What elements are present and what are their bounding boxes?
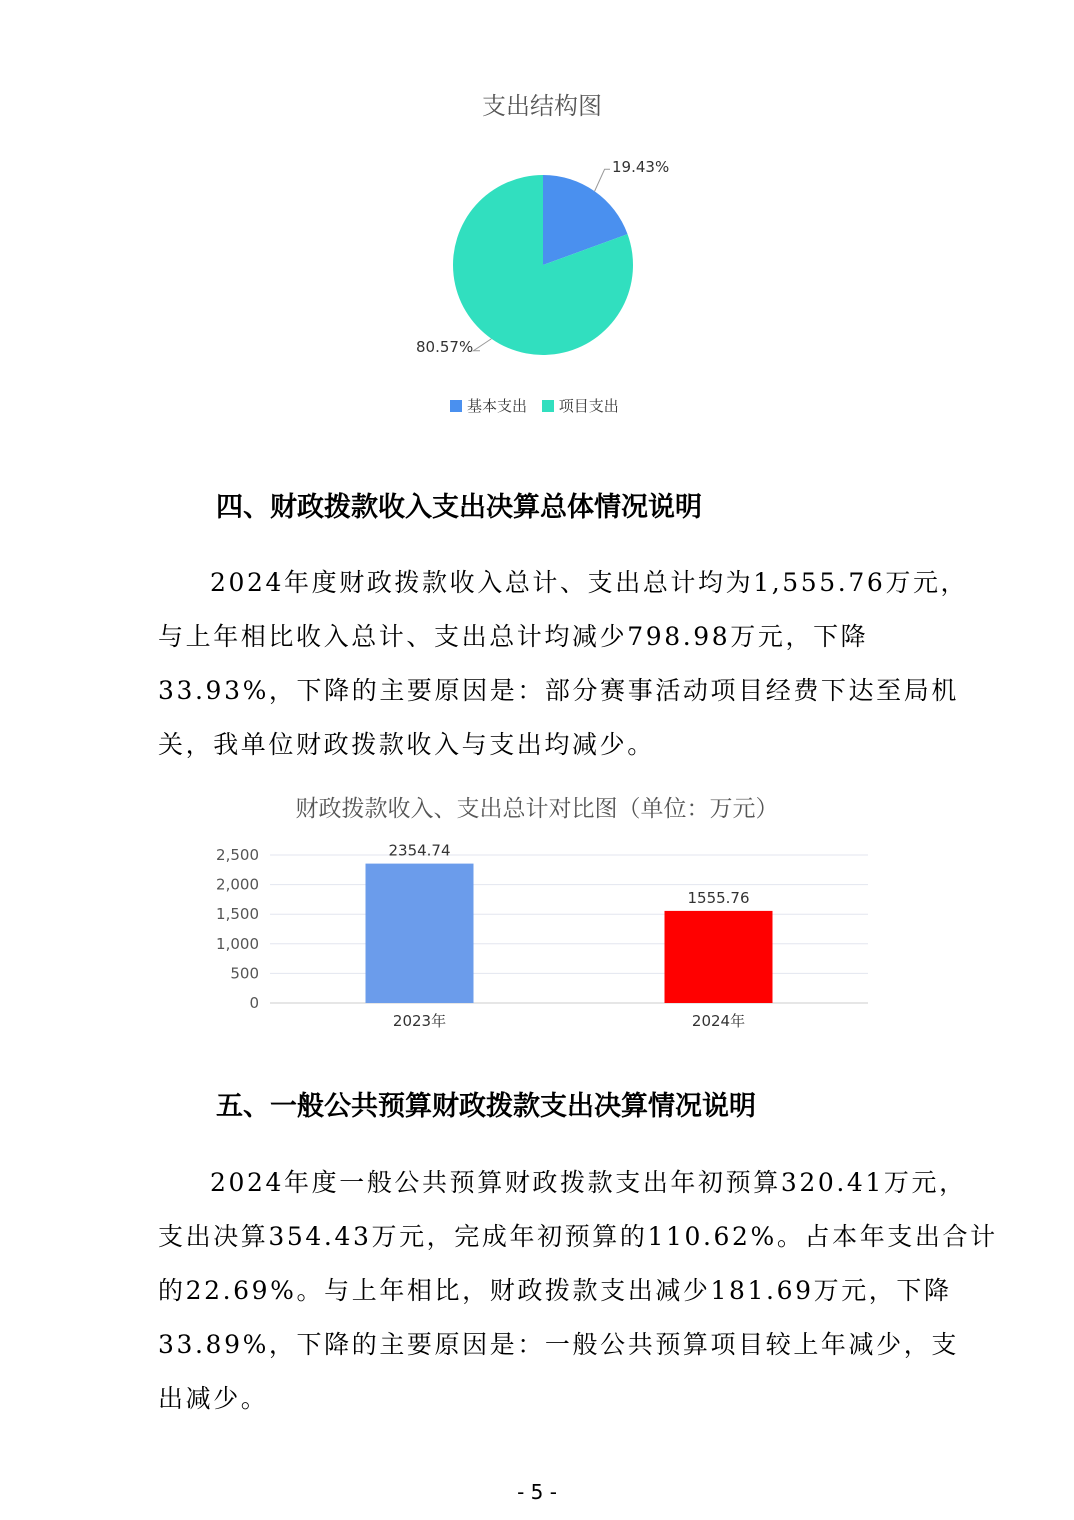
section-5-paragraph: [158, 1156, 998, 1426]
y-tick-label: 2,500: [216, 846, 259, 864]
y-tick-label: 0: [249, 994, 259, 1012]
section-5-line: 2024年度一般公共预算财政拨款支出年初预算320.41万元，: [210, 1168, 967, 1197]
page-number: - 5 -: [517, 1480, 557, 1504]
pie-label-basic: 19.43%: [612, 158, 670, 176]
x-tick-label: 2023年: [392, 1012, 447, 1030]
legend-label-basic: 基本支出: [467, 397, 528, 415]
y-tick-label: 1,500: [216, 905, 259, 924]
section-5-line: 支出决算354.43万元，完成年初预算的110.62%。占本年支出合计: [158, 1222, 998, 1251]
bar-chart-title: 财政拨款收入、支出总计对比图（单位：万元）: [295, 796, 779, 822]
x-tick-label: 2024年: [691, 1012, 746, 1030]
section-5-line: 33.89%，下降的主要原因是：一般公共预算项目较上年减少，支: [158, 1330, 959, 1359]
y-tick-label: 2,000: [216, 875, 259, 894]
section-4-line: 与上年相比收入总计、支出总计均减少798.98万元，下降: [158, 622, 869, 651]
y-tick-label: 1,000: [216, 934, 259, 953]
section-4-line: 2024年度财政拨款收入总计、支出总计均为1,555.76万元，: [210, 568, 969, 597]
section-4-line: 33.93%，下降的主要原因是：部分赛事活动项目经费下达至局机: [158, 676, 959, 705]
section-5-line: 出减少。: [158, 1384, 269, 1413]
pie-chart-title: 支出结构图: [482, 92, 602, 120]
bar-2024年: [665, 911, 773, 1003]
bar-data-label: 2354.74: [388, 841, 451, 860]
section-5-line: 的22.69%。与上年相比，财政拨款支出减少181.69万元，下降: [158, 1276, 952, 1305]
bar-data-label: 1555.76: [687, 888, 750, 907]
bar-2023年: [366, 864, 474, 1003]
section-4-heading: 四、财政拨款收入支出决算总体情况说明: [216, 492, 702, 523]
legend-label-project: 项目支出: [558, 397, 619, 415]
section-4-line: 关，我单位财政拨款收入与支出均减少。: [158, 730, 655, 759]
pie-label-project: 80.57%: [416, 338, 474, 356]
section-5-heading: 五、一般公共预算财政拨款支出决算情况说明: [216, 1091, 756, 1122]
y-tick-label: 500: [230, 964, 259, 983]
